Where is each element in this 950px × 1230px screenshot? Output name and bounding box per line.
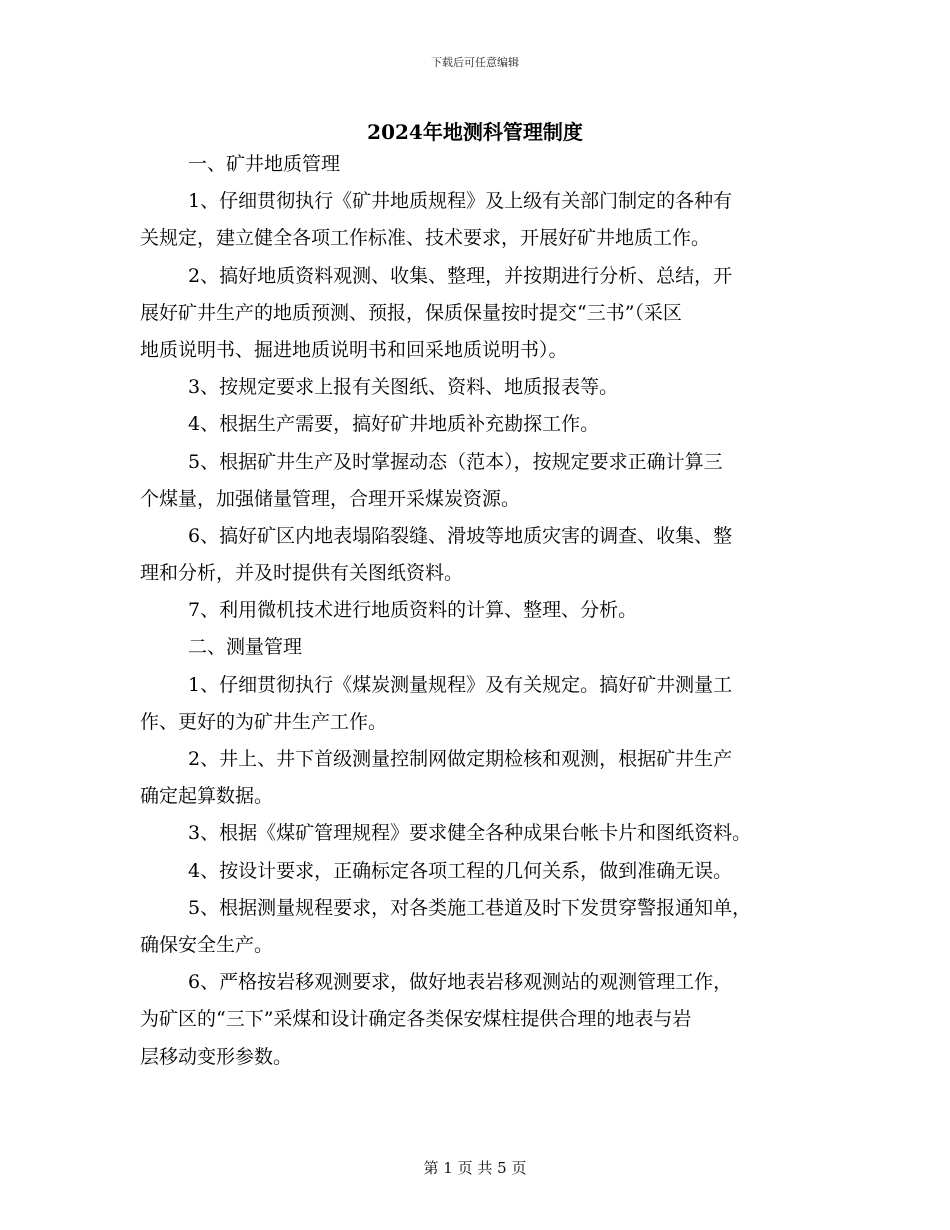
page-header: 下载后可任意编辑 [431,56,519,69]
text-line: 确保安全生产。 [140,933,274,956]
text-line: 2、井上、井下首级测量控制网做定期检核和观测，根据矿井生产 [188,748,733,770]
text-line: 展好矿井生产的地质预测、预报，保质保量按时提交“三书”（采区 [140,301,682,324]
text-line: 地质说明书、掘进地质说明书和回采地质说明书）。 [140,338,568,361]
text-line: 1、仔细贯彻执行《煤炭测量规程》及有关规定。搞好矿井测量工 [188,673,733,696]
text-line: 二、测量管理 [188,636,303,659]
text-line: 层移动变形参数。 [140,1045,293,1068]
document-body [140,146,810,1076]
text-line: 3、根据《煤矿管理规程》要求健全各种成果台帐卡片和图纸资料。 [188,822,752,845]
text-line: 5、根据矿井生产及时掌握动态（范本），按规定要求正确计算三 [188,450,723,473]
text-line: 3、按规定要求上报有关图纸、资料、地质报表等。 [188,376,619,399]
text-line: 4、根据生产需要，搞好矿井地质补充勘探工作。 [188,413,600,436]
text-line: 个煤量，加强储量管理，合理开采煤炭资源。 [140,487,521,510]
text-line: 4、按设计要求，正确标定各项工程的几何关系，做到准确无误。 [188,859,733,882]
page-footer: 第 1 页 共 5 页 [423,1159,527,1177]
text-line: 一、矿井地质管理 [188,153,341,175]
document-title: 2024年地测科管理制度 [367,120,583,144]
text-line: 2、搞好地质资料观测、收集、整理，并按期进行分析、总结，开 [188,264,733,287]
text-line: 6、严格按岩移观测要求，做好地表岩移观测站的观测管理工作， [188,971,733,994]
text-line: 为矿区的“三下”采煤和设计确定各类保安煤柱提供合理的地表与岩 [140,1008,692,1031]
text-line: 6、搞好矿区内地表塌陷裂缝、滑坡等地质灾害的调查、收集、整 [188,524,733,547]
text-line: 7、利用微机技术进行地质资料的计算、整理、分析。 [188,599,638,622]
text-line: 1、仔细贯彻执行《矿井地质规程》及上级有关部门制定的各种有 [188,190,733,213]
text-line: 确定起算数据。 [140,785,274,808]
text-line: 作、更好的为矿井生产工作。 [140,710,388,733]
text-line: 理和分析，并及时提供有关图纸资料。 [140,562,464,585]
text-line: 5、根据测量规程要求，对各类施工巷道及时下发贯穿警报通知单， [188,896,752,919]
text-line: 关规定，建立健全各项工作标准、技术要求，开展好矿井地质工作。 [140,227,711,250]
